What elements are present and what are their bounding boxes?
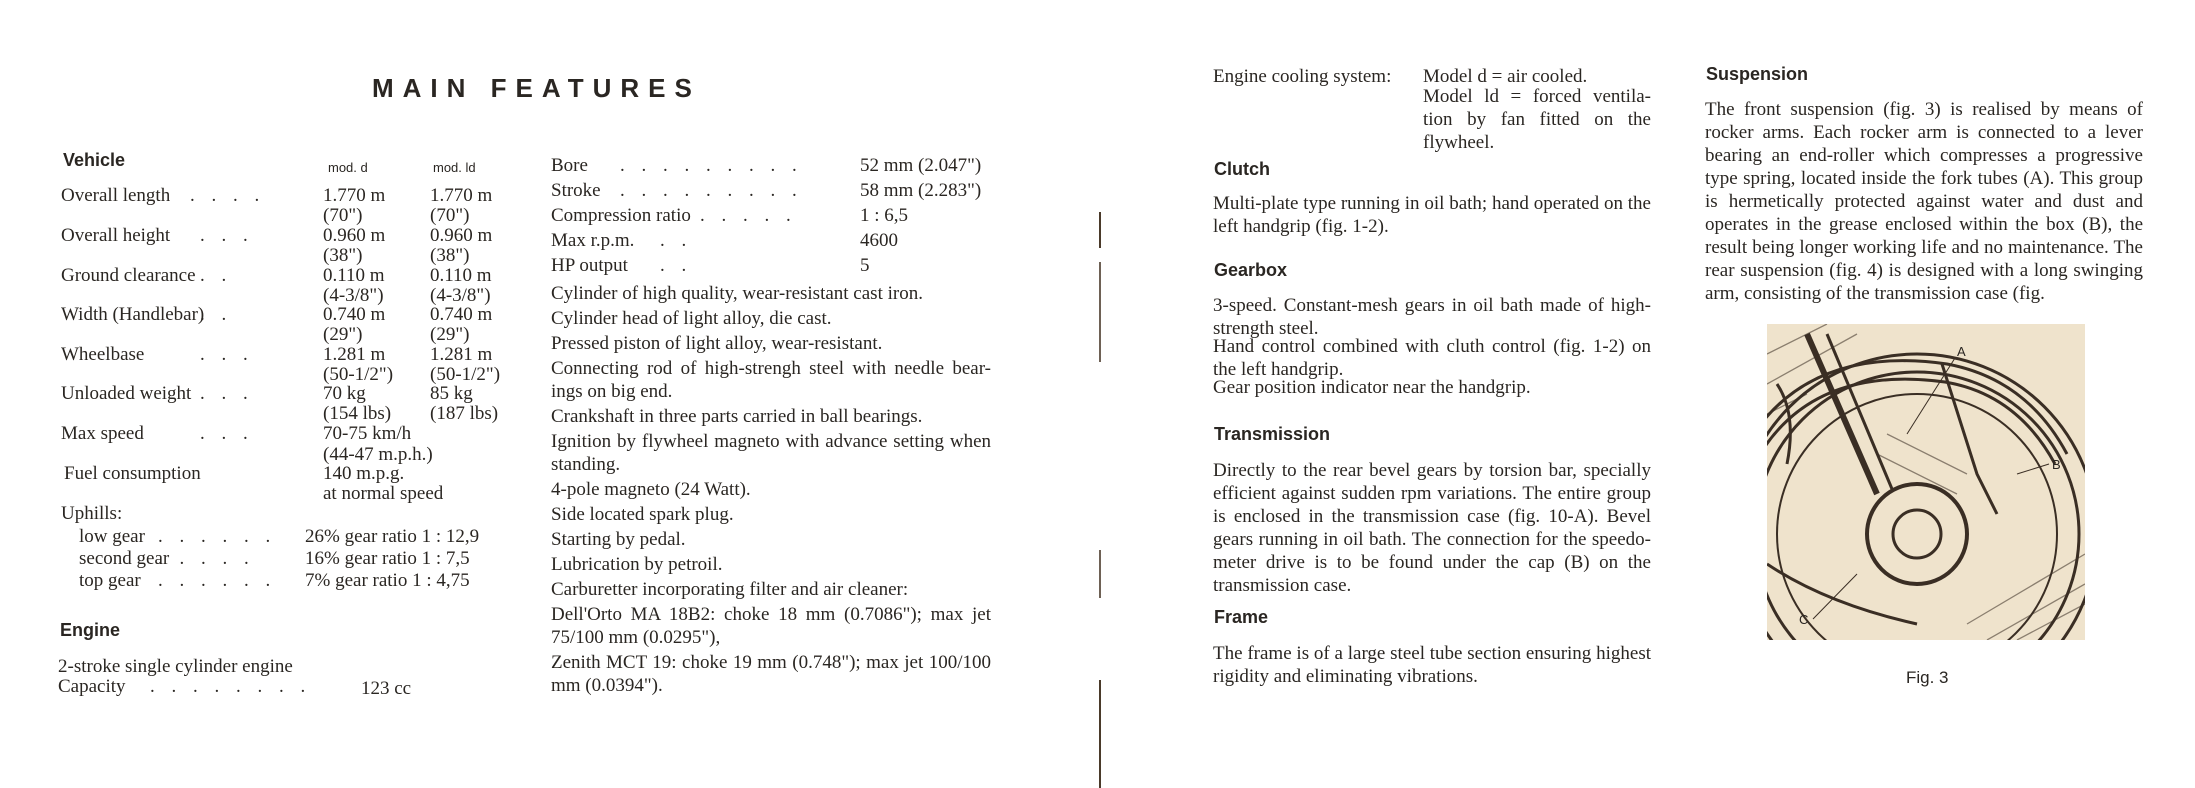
spec-dots: . . <box>660 255 693 276</box>
vehicle-row-dots: . . . <box>200 344 254 365</box>
gearbox-heading: Gearbox <box>1214 260 1288 280</box>
spec-value: 1 : 6,5 <box>860 205 909 226</box>
gearbox-line-1: 3-speed. Constant-mesh gears in oil bath made of high-strength steel. <box>1213 295 1651 339</box>
vehicle-row-value-ld-imperial: (4-3/8") <box>430 285 491 306</box>
uphill-dots: . . . . . . <box>158 570 277 591</box>
vehicle-row-value-ld: 0.960 m <box>430 225 493 246</box>
uphill-gear-label: second gear <box>79 548 170 569</box>
uphill-dots: . . . . . <box>158 548 255 569</box>
capacity-dots: . . . . . . . . <box>150 676 312 697</box>
vehicle-row-label: Unloaded weight <box>61 383 192 404</box>
vehicle-row-value-ld: 1.770 m <box>430 185 493 206</box>
gearbox-line-2: Hand control combined with cluth control (fig. 1-2) on the left handgrip. <box>1213 336 1651 380</box>
spine-mark <box>1099 262 1101 362</box>
max-speed-label: Max speed <box>61 423 144 444</box>
engine-description <box>551 282 991 699</box>
engine-text-line: Dell'Orto MA 18B2: choke 18 mm (0.7086"); max jet 75/100 mm (0.0295"), <box>551 604 991 648</box>
vehicle-row-value-ld: 0.740 m <box>430 304 493 325</box>
vehicle-row-label: Overall height <box>61 225 171 246</box>
engine-text-line: Carburetter incorporating filter and air cleaner: <box>551 579 909 600</box>
fuel-label: Fuel consumption <box>64 463 201 484</box>
uphill-value: 7% gear ratio 1 : 4,75 <box>305 570 470 591</box>
spec-value: 5 <box>860 255 870 276</box>
vehicle-row-value-d-imperial: (70") <box>323 205 363 226</box>
vehicle-row-value-ld-imperial: (29") <box>430 324 470 345</box>
engine-text-line: Zenith MCT 19: choke 19 mm (0.748"); max jet 100/100 mm (0.0394"). <box>551 652 991 696</box>
cooling-model-ld: Model ld = forced ventila-tion by fan fitted on the flywheel. <box>1423 86 1651 153</box>
frame-text: The frame is of a large steel tube section ensuring highest rigidity and eliminating vibrations. <box>1213 643 1651 687</box>
spec-label: HP output <box>551 255 628 276</box>
vehicle-row-label: Overall length <box>61 185 171 206</box>
fuel-note: at normal speed <box>323 483 444 504</box>
engine-text-line: Ignition by flywheel magneto with advance setting when standing. <box>551 431 991 475</box>
spec-label: Compression ratio <box>551 205 691 226</box>
page-title: MAIN FEATURES <box>372 73 701 103</box>
vehicle-row-value-ld: 0.110 m <box>430 265 492 286</box>
vehicle-row-dots: . . . <box>200 383 254 404</box>
vehicle-row-label: Wheelbase <box>61 344 145 365</box>
vehicle-row-value-d: 1.770 m <box>323 185 386 206</box>
transmission-heading: Transmission <box>1214 424 1331 444</box>
engine-text-line: Lubrication by petroil. <box>551 554 723 575</box>
engine-text-line: Connecting rod of high-strengh steel with needle bear-ings on big end. <box>551 358 991 402</box>
frame-heading: Frame <box>1214 607 1269 627</box>
vehicle-row-value-d-imperial: (4-3/8") <box>323 285 384 306</box>
figure-3-illustration <box>1767 324 2085 640</box>
spec-label: Stroke <box>551 180 601 201</box>
uphills-label: Uphills: <box>61 503 123 524</box>
engine-text-line: Pressed piston of light alloy, wear-resistant. <box>551 333 883 354</box>
engine-text-line: Crankshaft in three parts carried in ball bearings. <box>551 406 923 427</box>
vehicle-row-value-ld-imperial: (187 lbs) <box>430 403 499 424</box>
vehicle-row-value-ld-imperial: (38") <box>430 245 470 266</box>
engine-text-line: Cylinder head of light alloy, die cast. <box>551 308 832 329</box>
engine-text-line: 4-pole magneto (24 Watt). <box>551 479 751 500</box>
spine-mark <box>1099 212 1101 248</box>
uphill-value: 16% gear ratio 1 : 7,5 <box>305 548 470 569</box>
vehicle-row-value-ld: 85 kg <box>430 383 473 404</box>
vehicle-row-dots: . . <box>200 265 233 286</box>
spec-dots: . . <box>660 230 693 251</box>
vehicle-row-value-d-imperial: (154 lbs) <box>323 403 392 424</box>
clutch-heading: Clutch <box>1214 159 1270 179</box>
spec-value: 58 mm (2.283") <box>860 180 982 201</box>
spec-value: 52 mm (2.047") <box>860 155 982 176</box>
fuel-value: 140 m.p.g. <box>323 463 405 484</box>
spine-mark <box>1099 550 1101 598</box>
engine-heading: Engine <box>60 620 121 640</box>
vehicle-row-value-d: 0.960 m <box>323 225 386 246</box>
vehicle-row-value-d-imperial: (38") <box>323 245 363 266</box>
uphill-dots: . . . . . . <box>158 526 277 547</box>
vehicle-row-label: Width (Handlebar) <box>61 304 205 325</box>
engine-type: 2-stroke single cylinder engine <box>58 656 293 677</box>
cooling-label: Engine cooling system: <box>1213 66 1392 87</box>
engine-text-line: Cylinder of high quality, wear-resistant cast iron. <box>551 283 923 304</box>
spec-dots: . . . . . . . . . <box>620 155 803 176</box>
vehicle-row-value-d: 0.110 m <box>323 265 385 286</box>
cooling-model-d: Model d = air cooled. <box>1423 66 1588 87</box>
clutch-text: Multi-plate type running in oil bath; hand operated on the left handgrip (fig. 1-2). <box>1213 193 1651 237</box>
engine-text-line: Side located spark plug. <box>551 504 734 525</box>
capacity-label: Capacity <box>58 676 126 697</box>
vehicle-row-value-d: 70 kg <box>323 383 366 404</box>
max-speed-value: 70-75 km/h <box>323 423 412 444</box>
suspension-text: The front suspension (fig. 3) is realised by means of rocker arms. Each rocker arm is connected to a lever bearing an end-roller which compresses a progressive type spring, located inside the fork tubes (A). This group is hermetically protected against water and dust and operates in the grease enclosed within the box (B), the result being longer working life and no maintenance. The rear suspension (fig. 4) is designed with a long swinging arm, consisting of the transmission case (fig. <box>1705 99 2143 304</box>
figure-label-c: C <box>1799 612 1809 627</box>
gearbox-line-3: Gear position indicator near the handgrip. <box>1213 377 1531 398</box>
vehicle-row-value-d: 0.740 m <box>323 304 386 325</box>
col-header-ld: mod. ld <box>433 160 476 175</box>
vehicle-row-value-d-imperial: (50-1/2") <box>323 364 394 385</box>
figure-caption: Fig. 3 <box>1906 668 1949 687</box>
max-speed-mph: (44-47 m.p.h.) <box>323 444 433 465</box>
vehicle-row-label: Ground clearance <box>61 265 196 286</box>
spec-label: Bore <box>551 155 588 176</box>
figure-label-b: B <box>2052 457 2061 472</box>
spec-value: 4600 <box>860 230 898 251</box>
engine-text-line: Starting by pedal. <box>551 529 686 550</box>
spec-label: Max r.p.m. <box>551 230 635 251</box>
vehicle-row-value-ld-imperial: (50-1/2") <box>430 364 501 385</box>
uphill-value: 26% gear ratio 1 : 12,9 <box>305 526 480 547</box>
spine-mark <box>1099 680 1101 788</box>
spec-dots: . . . . . <box>700 205 797 226</box>
vehicle-row-value-d: 1.281 m <box>323 344 386 365</box>
capacity-value: 123 cc <box>361 678 412 699</box>
vehicle-row-value-ld-imperial: (70") <box>430 205 470 226</box>
col-header-d: mod. d <box>328 160 368 175</box>
uphill-gear-label: low gear <box>79 526 145 547</box>
vehicle-heading: Vehicle <box>63 150 126 170</box>
figure-label-a: A <box>1957 344 1966 359</box>
max-speed-dots: . . . <box>200 423 254 444</box>
vehicle-row-dots: . . . <box>200 225 254 246</box>
transmission-text: Directly to the rear bevel gears by torsion bar, specially efficient against sudden rpm variations. The entire group is enclosed in the transmission case (fig. 10-A). Bevel gears running in oil bath. The connection for the speedo-meter drive is to be found under the cap (B) on the transmission case. <box>1213 460 1651 596</box>
vehicle-row-value-d-imperial: (29") <box>323 324 363 345</box>
uphill-gear-label: top gear <box>79 570 141 591</box>
suspension-heading: Suspension <box>1706 64 1809 84</box>
vehicle-row-dots: . . <box>200 304 233 325</box>
vehicle-row-value-ld: 1.281 m <box>430 344 493 365</box>
spec-dots: . . . . . . . . . <box>620 180 803 201</box>
vehicle-row-dots: . . . . <box>190 185 266 206</box>
front-wheel-drawing <box>1767 324 2085 640</box>
